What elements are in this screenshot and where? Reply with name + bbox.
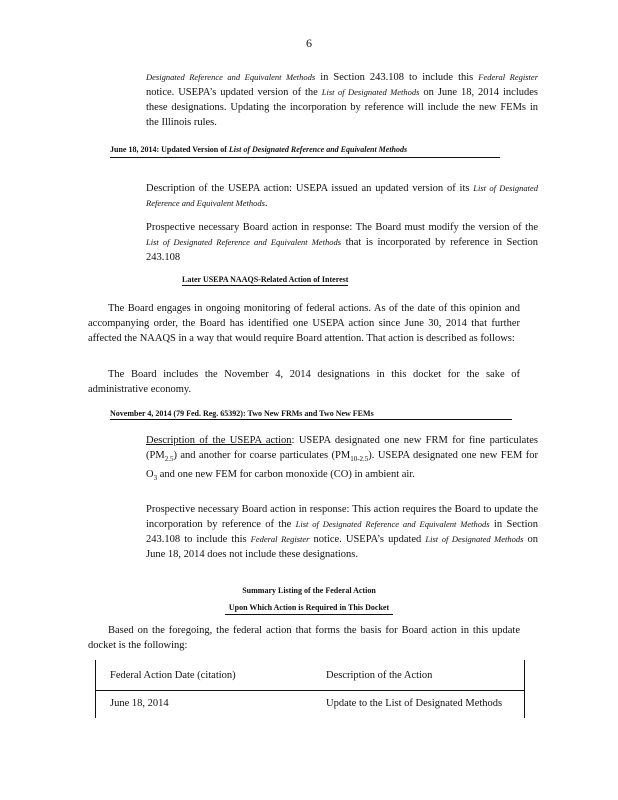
prospective-action-paragraph: Prospective necessary Board action in response: The Board must modify the version of the List of Designated Reference and Equivalent Methods that is incorporated by reference in Section 243.108 (146, 222, 539, 263)
federal-action-table (95, 660, 525, 718)
table-header-row (96, 664, 524, 691)
italic-title: List of Designated Methods (321, 87, 420, 97)
description-paragraph-2: Description of the USEPA action: USEPA designated one new FRM for fine particulates $(PM_{2.5})$ and another for coarse particulates $(PM_{10-2.5})$. USEPA designated one new FEM for $O_3$ and one new FEM for carbon monoxide (CO) in ambient air. (146, 435, 538, 483)
economy-paragraph: The Board includes the November 4, 2014 designations in this docket for the sake of administrative economy. (88, 369, 520, 395)
page-number: 6 (306, 36, 312, 50)
summary-heading: Summary Listing of the Federal Action Upon Which Action is Required in This Docket (0, 585, 618, 615)
column-header-description: Description of the Action (326, 670, 433, 681)
prospective-action-paragraph-2: Prospective necessary Board action in response: This action requires the Board to update the incorporation by reference of the List of Designated Reference and Equivalent Methods in Section 243.108 to include this Federal Register notice. USEPA’s updated List of Designated Methods on June 18, 2014 does not include these designations. (146, 504, 539, 560)
table-row (96, 692, 524, 718)
table-cell-description: Update to the List of Designated Methods (326, 698, 503, 709)
table-cell-date: June 18, 2014 (110, 698, 169, 709)
column-header-date: Federal Action Date (citation) (110, 670, 236, 681)
section-heading-later-action: Later USEPA NAAQS-Related Action of Interest (182, 275, 349, 284)
section-heading-november-2014: November 4, 2014 (79 Fed. Reg. 65392): Two New FRMs and Two New FEMs (110, 409, 512, 420)
italic-title: Designated Reference and Equivalent Methods (146, 72, 316, 82)
italic-title: Federal Register (478, 72, 538, 82)
foregoing-paragraph: Based on the foregoing, the federal action that forms the basis for Board action in this update docket is the following: (88, 625, 520, 651)
section-heading-june-2014: June 18, 2014: Updated Version of List of Designated Reference and Equivalent Methods (110, 144, 500, 158)
monitoring-paragraph: The Board engages in ongoing monitoring of federal actions. As of the date of this opinion and accompanying order, the Board has identified one USEPA action since June 30, 2014 that further affected the NAAQS in a way that would require Board attention. That action is described as follows: (88, 303, 520, 344)
continuation-paragraph: Designated Reference and Equivalent Methods in Section 243.108 to include this Federal Register notice. USEPA’s updated version of the List of Designated Methods on June 18, 2014 includes these designations. Updating the incorporation by reference will include the new FEMs in the Illinois rules. (146, 72, 538, 128)
description-paragraph: Description of the USEPA action: USEPA issued an updated version of its List of Designated Reference and Equivalent Methods. (146, 183, 538, 209)
